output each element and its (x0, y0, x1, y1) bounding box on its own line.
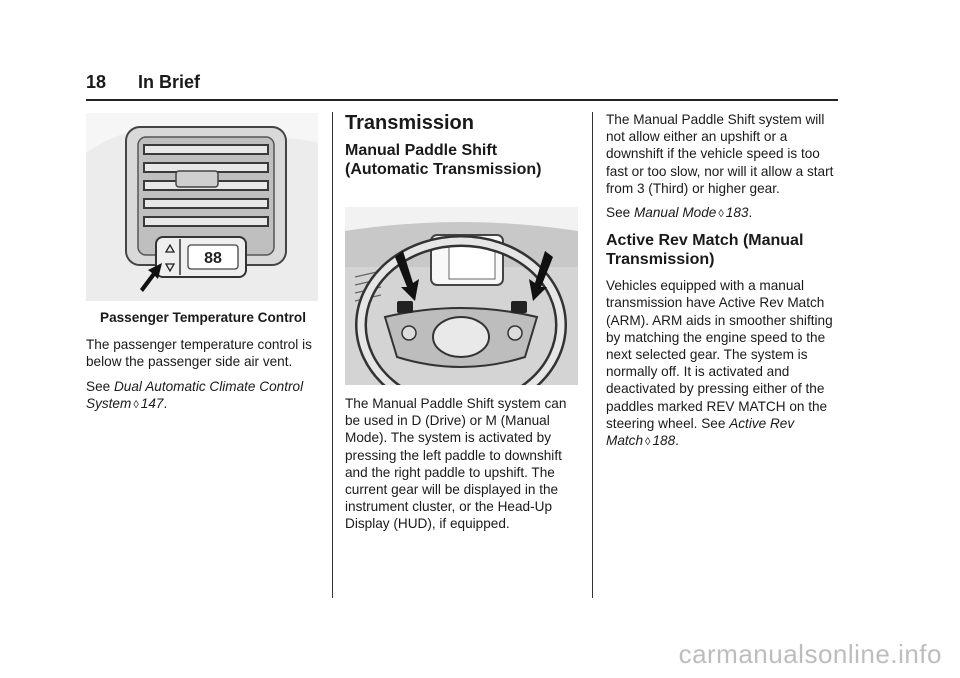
page-ref-icon: ◊ (718, 208, 724, 221)
column-1 (86, 113, 320, 421)
page-ref-icon: ◊ (133, 398, 139, 411)
column-2 (345, 111, 580, 540)
page-header (86, 70, 838, 98)
paragraph-paddle-limits: The Manual Paddle Shift system will not allow either an upshift or a downshift if the vehicle speed is too fast or too slow, nor will it allow a start from 3 (Third) or higher gear. (606, 112, 834, 196)
section-title: In Brief (138, 72, 201, 92)
figure-caption: Passenger Temperature Control (100, 310, 306, 325)
column-3 (606, 111, 840, 458)
see-also-climate: See Dual Automatic Climate Control System ◊ 147. (86, 378, 304, 411)
watermark: carmanualsonline.info (678, 639, 942, 669)
header-rule (86, 99, 838, 101)
xref-manual-mode-link[interactable]: Manual Mode (633, 205, 717, 221)
paragraph-passenger-temp: The passenger temperature control is below the passenger side air vent. (86, 337, 312, 370)
paragraph-paddle-shift: The Manual Paddle Shift system can be used in D (Drive) or M (Manual Mode). The system is activated by pressing the left paddle to downshift and the right paddle to upshift. The current gear will be displayed in the instrument cluster, or the Head-Up Display (HUD), if equipped. (345, 396, 567, 532)
xref-climate-page[interactable]: 147 (140, 395, 164, 411)
xref-active-rev-match-page[interactable]: 188 (652, 433, 676, 449)
xref-active-rev-match-link[interactable]: Active Rev Match (606, 415, 795, 449)
column-divider-2 (592, 112, 593, 598)
see-prefix: See (86, 378, 114, 394)
subheading-manual-paddle-shift: Manual Paddle Shift (Automatic Transmission) (345, 142, 542, 178)
xref-manual-mode-page[interactable]: 183 (725, 205, 749, 221)
section-heading-transmission: Transmission (345, 112, 474, 134)
see-prefix: See (606, 205, 634, 221)
subheading-active-rev-match: Active Rev Match (Manual Transmission) (606, 232, 804, 269)
passenger-temp-control-figure (86, 113, 318, 301)
column-divider-1 (332, 112, 333, 598)
page-ref-icon: ◊ (645, 436, 651, 449)
temp-display-digits: 88 (204, 250, 222, 267)
arm-body-text: Vehicles equipped with a manual transmission have Active Rev Match (ARM). ARM aids in smoother shifting by matching the engine speed to the next selected gear. The system is normally off. It is activated and deactivated by pressing either of the paddles marked REV MATCH on the steering wheel. See (606, 278, 833, 431)
xref-climate-link[interactable]: Dual Automatic Climate Control System (86, 378, 304, 411)
paragraph-active-rev-match: Vehicles equipped with a manual transmission have Active Rev Match (ARM). ARM aids in smoother shifting by matching the engine speed to the next selected gear. The system is normally off. It is activated and deactivated by pressing either of the paddles marked REV MATCH on the steering wheel. See Active Rev Match ◊ 188. (606, 278, 833, 449)
steering-wheel-paddles-figure (345, 207, 578, 385)
page-number: 18 (86, 72, 107, 92)
see-also-manual-mode: See Manual Mode ◊ 183. (606, 205, 753, 221)
